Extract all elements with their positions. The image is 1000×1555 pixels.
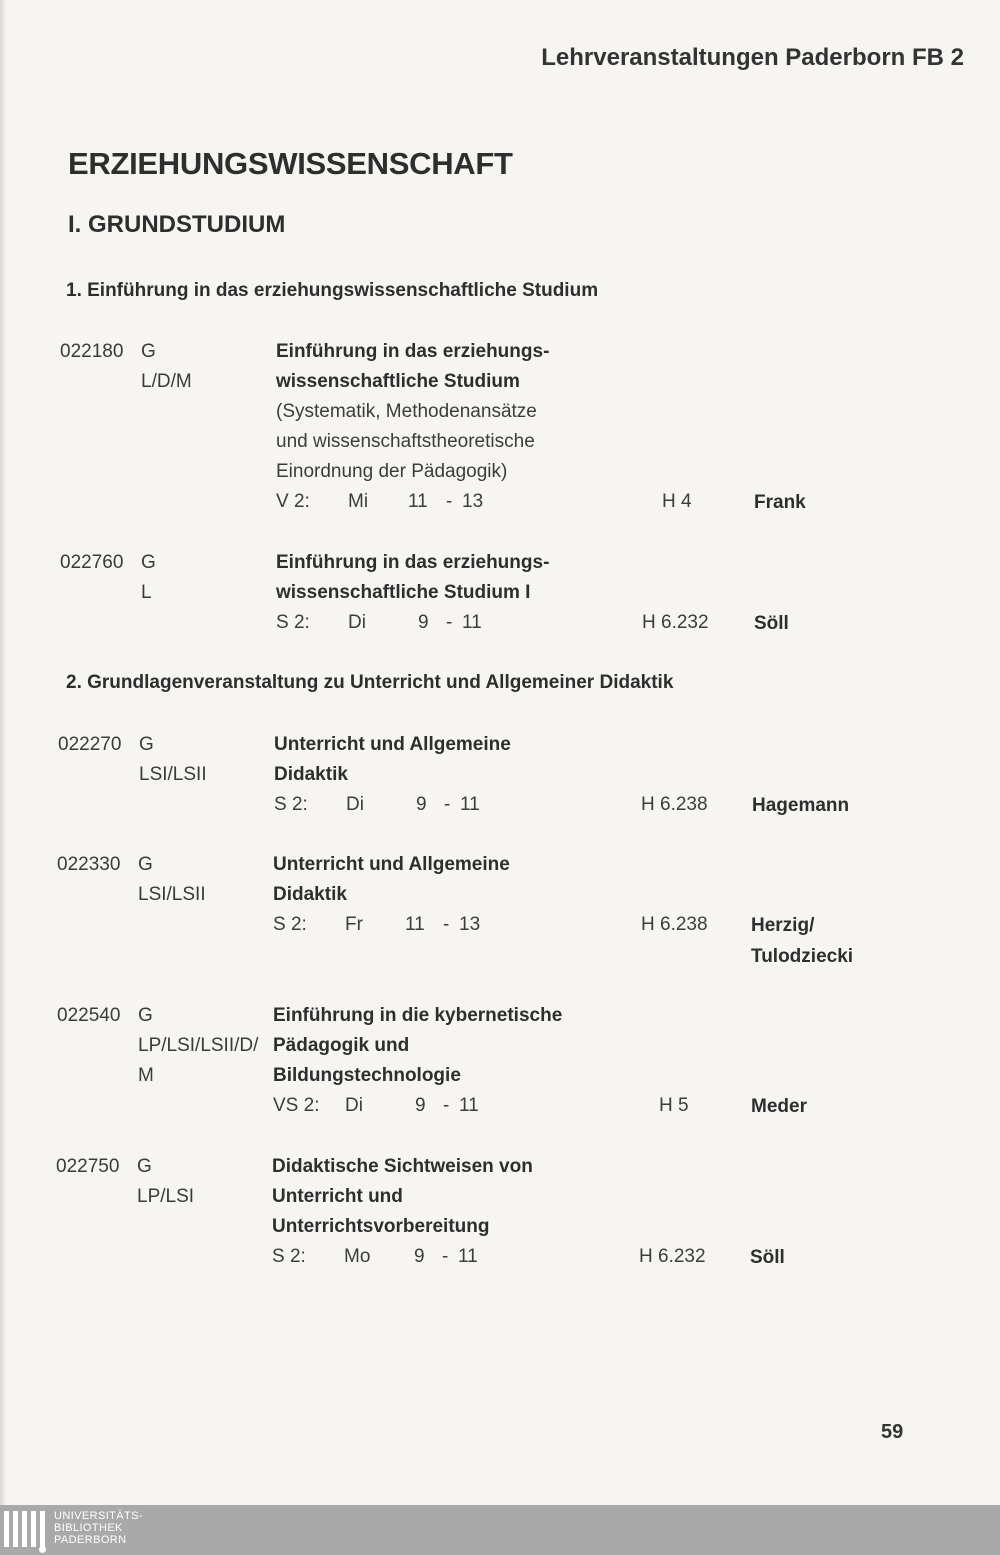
course-title [276, 548, 549, 608]
course-type: G [141, 552, 156, 573]
course-lecturer: Frank [754, 492, 806, 513]
course-time-to: 11 [459, 1095, 479, 1116]
subsection-heading-1: 1. Einführung in das erziehungswissenschaftliche Studium [66, 280, 599, 301]
course-lecturer: Herzig/ [751, 915, 815, 936]
course-type: G [138, 1005, 153, 1026]
course-number: 022180 [60, 341, 124, 362]
course-time-from: 9 [416, 794, 427, 815]
course-time-to: 11 [462, 612, 482, 633]
course-title-line: Unterricht und Allgemeine [273, 854, 510, 875]
course-day: Mo [344, 1246, 371, 1267]
course-lecturer: Söll [750, 1247, 785, 1268]
course-room: H 4 [662, 491, 692, 512]
library-footer [0, 1505, 1000, 1555]
main-title: ERZIEHUNGSWISSENSCHAFT [68, 146, 513, 181]
course-title [273, 1001, 562, 1091]
course-title [274, 730, 511, 790]
course-time-separator: - [446, 612, 453, 633]
course-day: Di [345, 1095, 363, 1116]
course-type: G [141, 341, 156, 362]
course-time-from: 9 [414, 1246, 425, 1267]
course-title-line: Einführung in das erziehungs- [276, 341, 550, 362]
course-time-to: 13 [462, 491, 484, 512]
section-title: I. GRUNDSTUDIUM [68, 211, 286, 238]
course-title [273, 850, 510, 910]
subsection-heading-2: 2. Grundlagenveranstaltung zu Unterricht und Allgemeiner Didaktik [66, 672, 674, 693]
course-room: H 6.232 [639, 1246, 706, 1267]
library-name: UNIVERSITÄTS- BIBLIOTHEK PADERBORN [54, 1510, 143, 1546]
page-number: 59 [881, 1421, 904, 1443]
course-room: H 6.238 [641, 794, 708, 815]
course-description-line: Einordnung der Pädagogik) [276, 461, 508, 482]
course-room: H 5 [659, 1095, 689, 1116]
course-type: G [139, 734, 154, 755]
course-title-line: wissenschaftliche Studium I [276, 582, 531, 603]
course-title-line: Didaktik [273, 884, 347, 905]
course-time-separator: - [443, 914, 450, 935]
course-lecturer: Tulodziecki [751, 946, 854, 967]
course-audience: M [138, 1065, 154, 1086]
course-title-line: Einführung in die kybernetische [273, 1005, 563, 1026]
course-time-to: 13 [459, 914, 481, 935]
course-title-line: wissenschaftliche Studium [276, 371, 520, 392]
course-day: Fr [345, 914, 363, 935]
course-description-line: (Systematik, Methodenansätze [276, 401, 537, 422]
course-title [272, 1152, 533, 1242]
course-title-line: Pädagogik und [273, 1035, 410, 1056]
course-room: H 6.232 [642, 612, 709, 633]
course-kind: S 2: [272, 1246, 306, 1267]
course-time-from: 9 [415, 1095, 426, 1116]
course-audience: LP/LSI/LSII/D/ [138, 1035, 259, 1056]
course-lecturer: Meder [751, 1096, 807, 1117]
course-type: G [138, 854, 153, 875]
course-time-separator: - [444, 794, 451, 815]
course-time-from: 11 [408, 491, 428, 512]
library-logo-icon [4, 1511, 48, 1551]
course-title-line: Didaktische Sichtweisen von [272, 1156, 533, 1177]
course-time-separator: - [446, 491, 453, 512]
course-title-line: Einführung in das erziehungs- [276, 552, 550, 573]
course-audience: LSI/LSII [138, 884, 206, 905]
course-title-line: Unterricht und [272, 1186, 403, 1207]
course-audience: LP/LSI [137, 1186, 195, 1207]
course-kind: S 2: [276, 612, 310, 633]
course-title-line: Didaktik [274, 764, 348, 785]
course-time-to: 11 [460, 794, 480, 815]
course-time-to: 11 [458, 1246, 478, 1267]
course-day: Mi [348, 491, 369, 512]
course-title-line: Bildungstechnologie [273, 1065, 461, 1086]
page-edge [0, 0, 6, 1505]
course-title-line: Unterrichtsvorbereitung [272, 1216, 490, 1237]
course-audience: LSI/LSII [139, 764, 207, 785]
course-number: 022540 [57, 1005, 121, 1026]
course-lecturer: Söll [754, 613, 789, 634]
course-kind: VS 2: [273, 1095, 320, 1116]
course-description-line: und wissenschaftstheoretische [276, 431, 535, 452]
course-lecturer: Hagemann [752, 795, 850, 816]
course-kind: S 2: [273, 914, 307, 935]
course-audience: L/D/M [141, 371, 192, 392]
course-number: 022750 [56, 1156, 120, 1177]
course-number: 022330 [57, 854, 121, 875]
course-number: 022760 [60, 552, 124, 573]
course-time-separator: - [443, 1095, 450, 1116]
course-time-from: 11 [405, 914, 425, 935]
course-audience: L [141, 582, 152, 603]
course-time-separator: - [442, 1246, 449, 1267]
course-type: G [137, 1156, 152, 1177]
course-title-line: Unterricht und Allgemeine [274, 734, 511, 755]
course-number: 022270 [58, 734, 122, 755]
course-day: Di [346, 794, 364, 815]
course-day: Di [348, 612, 366, 633]
course-time-from: 9 [418, 612, 429, 633]
course-kind: S 2: [274, 794, 308, 815]
course-kind: V 2: [276, 491, 310, 512]
course-title [276, 337, 549, 487]
course-room: H 6.238 [641, 914, 708, 935]
running-header: Lehrveranstaltungen Paderborn FB 2 [541, 44, 964, 71]
